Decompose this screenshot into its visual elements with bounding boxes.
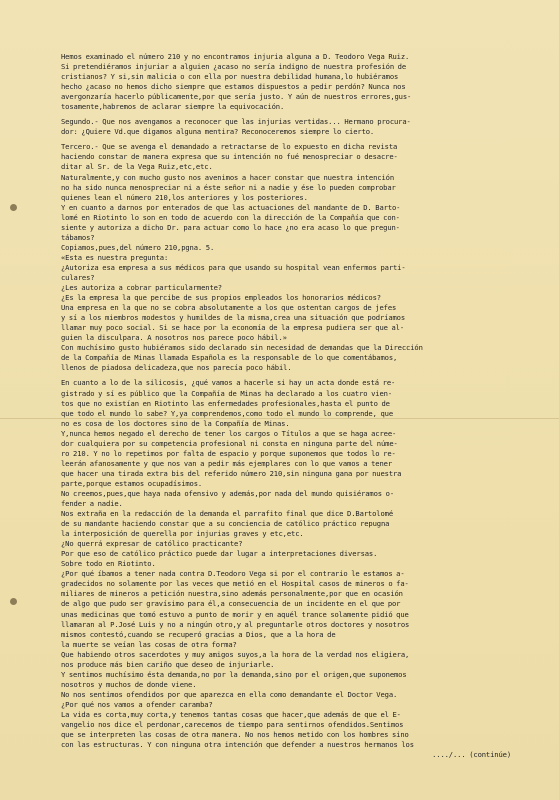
text-line: gistrado y sí es público que la Compañía de Minas ha declarado a los cuatro vien- [61,388,393,398]
text-line: «Esta es nuestra pregunta: [61,252,169,262]
text-line: no es cosa de los doctores sino de la Compañía de Minas. [61,418,290,428]
text-line: tosamente,habremos de aclarar siempre la equivocación. [61,102,285,112]
text-line: llamar muy poco social. Si se hace por la economía de la empresa pudiera ser que al- [61,323,405,333]
text-line: lomé en Riotinto lo son en todo de acuerdo con la dirección de la Compañía que con- [61,212,400,222]
text-line: ¿Les autoriza a cobrar particularmente? [61,283,222,293]
text-line: cristianos? Y si,sin malicia o con ella por nuestra debilidad humana,lo hubiéramos [61,72,399,82]
continuation-note: ..../... (continúe) [432,750,511,760]
text-line: Que habiendo otros sacerdotes y muy amigos suyos,a la hora de la verdad nos eligiera, [61,649,410,659]
text-line: La vida es corta,muy corta,y tenemos tantas cosas que hacer,que además de que el E- [61,710,401,719]
text-line: con las estructuras. Y con ninguna otra intención que defender a nuestros hermanos los [61,740,414,750]
text-line: Nos extraña en la redacción de la demanda el parrafito final que dice D.Bartolomé [61,509,394,519]
text-line: Naturalmente,y con mucho gusto nos avenimos a hacer constar que nuestra intención [61,172,395,182]
text-line: Segundo.- Que nos avengamos a reconocer que las injurias vertidas... Hermano procura- [61,117,411,127]
text-line: unas medicinas que tomó estuvo a punto de morir y en aquél trance solamente pidió que [61,609,409,619]
text-line: gradecidos no solamente por las veces que metió en el Hospital casos de mineros o fa- [61,579,409,589]
text-line: de su mandante haciendo constar que a su conciencia de católico práctico repugna [61,519,390,529]
text-line: Por que eso de católico práctico puede dar lugar a interpretaciones diversas. [61,549,378,559]
text-line: No nos sentimos ofendidos por que aparezca en ella como demandante el Doctor Vega. [61,689,398,699]
text-line: En cuanto a lo de la silicosis, ¿qué vamos a hacerle si hay un acta donde está re- [61,378,396,388]
text-line: llenos de piadosa delicadeza,que nos parecía poco hábil. [61,363,292,373]
text-line: dor: ¿Quiere Vd.que digamos alguna mentira? Reconoceremos siempre lo cierto. [61,127,375,137]
text-line: de algo que pudo ser gravísimo para él,a consecuencia de un incidente en el que por [61,599,401,609]
text-line: que se interpreten las cosas de otra manera. No nos hemos metido con los hombres sino [61,730,409,740]
punch-hole-top [10,204,17,211]
text-line: de la Compañía de Minas llamada Española es la responsable de lo que comentábamos, [61,353,398,363]
text-line: quienes lean el número 210,los anteriores y los posteriores. [61,192,308,202]
text-line: que todo el mundo lo sabe? Y,ya comprendemos,como todo el mundo lo comprende, que [61,408,394,418]
text-line: la interposición de querella por injurias graves y etc,etc. [61,529,304,539]
text-line: ¿Autoriza esa empresa a sus médicos para que usando su hospital vean enfermos parti- [61,262,406,272]
text-line: no ha sido nunca menospreciar ni a éste señor ni a nadie y ése lo pueden comprobar [61,182,396,192]
text-line: llamaran al P.José Luis y no a ningún otro,y al preguntarle otros doctores y nosotros [61,619,410,629]
text-line: Una empresa en la que no se cobra absolutamente a los que ostentan cargos de jefes [61,303,397,313]
text-line: Copiamos,pues,del número 210,pgna. 5. [61,242,215,252]
text-line: nos produce más bien cariño que deseo de injuriarle. [61,659,275,669]
text-line: fender a nadie. [61,499,123,509]
text-line: miliares de mineros a petición nuestra,sino además personalmente,por que en ocasión [61,589,403,599]
text-line: No creemos,pues,que haya nada ofensivo y además,por nada del mundo quisiéramos o- [61,488,395,498]
text-line: guien la disculpara. A nosotros nos parece poco hábil.» [61,333,287,343]
text-line: ¿No querrá expresar de católico practicante? [61,539,243,549]
text-line: Y sentimos muchísimo ésta demanda,no por la demanda,sino por el origen,que suponemos [61,669,407,679]
text-line: ¿Es la empresa la que percibe de sus propios empleados los honorarios médicos? [61,293,381,303]
text-line: Y,nunca hemos negado el derecho de tener los cargos o Títulos a que se haga acree- [61,428,397,438]
text-line: hecho ¿acaso no hemos dicho siempre que estamos dispuestos a pedir perdón? Nunca nos [61,82,406,92]
text-line: culares? [61,272,95,282]
text-line: Si pretendiéramos injuriar a alguien ¿acaso no sería indigno de nuestra profesión de [61,62,407,72]
text-line: dor cualquiera por su competencia profesional ni consta en ninguna parte del núme- [61,438,398,448]
text-line: la muerte se veían las cosas de otra forma? [61,639,237,649]
text-line: tábamos? [61,232,95,242]
text-line: ¿Por qué nos vamos a ofender caramba? [61,699,213,709]
text-line: nosotros y muchos de donde viene. [61,679,197,689]
text-line: mismos contestó,cuando se recuperó gracias a Dios, que a la hora de [61,629,336,639]
text-line: y sí a los miembros modestos y humildes de la misma,crea una situación que podríamos [61,313,406,323]
text-line: tos que no existían en Riotinto las enfermedades profesionales,hasta el punto de [61,398,390,408]
text-line: Hemos examinado el número 210 y no encontramos injuria alguna a D. Teodoro Vega Ruiz. [61,52,410,61]
text-line: ¿Por qué íbamos a tener nada contra D.Teodoro Vega si por el contrario le estamos a- [61,569,405,579]
text-line: siente y autoriza a dicho Dr. para actuar como lo hace ¿no era acaso lo que pregun- [61,222,400,232]
text-line: Con muchísimo gusto hubiéramos sido declarado sin necesidad de demandas que la Dirección [61,343,423,353]
document-body [61,52,511,760]
text-line: parte,porque estamos ocupadísimos. [61,478,203,488]
text-line: avergonzaría hacerlo públicamente,por que sería justo. Y aún de nuestros errores,gus- [61,92,412,102]
punch-hole-bottom [10,598,17,605]
text-line: leerán afanosamente y que nos van a pedir más ejemplares con lo que vamos a tener [61,458,393,468]
text-line: Sobre todo en Riotinto. [61,559,156,569]
text-line: ro 210. Y no lo repetimos por falta de espacio y porque suponemos que todos lo re- [61,448,396,458]
text-line: Tercero.- Que se avenga el demandado a retractarse de lo expuesto en dicha revista [61,142,398,152]
text-line: haciendo constar de manera expresa que su intención no fué menospreciar o desacre- [61,152,398,162]
text-line: que hacer una tirada extra bis del referido número 210,sin ninguna gana por nuestra [61,468,402,478]
text-line: vangelio nos dice el perdonar,carecemos de tiempo para sentirnos ofendidos.Sentimos [61,720,404,730]
text-line: Y en cuanto a darnos por enterados de que las actuaciones del mandante de D. Barto- [61,202,401,212]
text-line: ditar al Sr. de la Vega Ruiz,etc,etc. [61,162,213,172]
